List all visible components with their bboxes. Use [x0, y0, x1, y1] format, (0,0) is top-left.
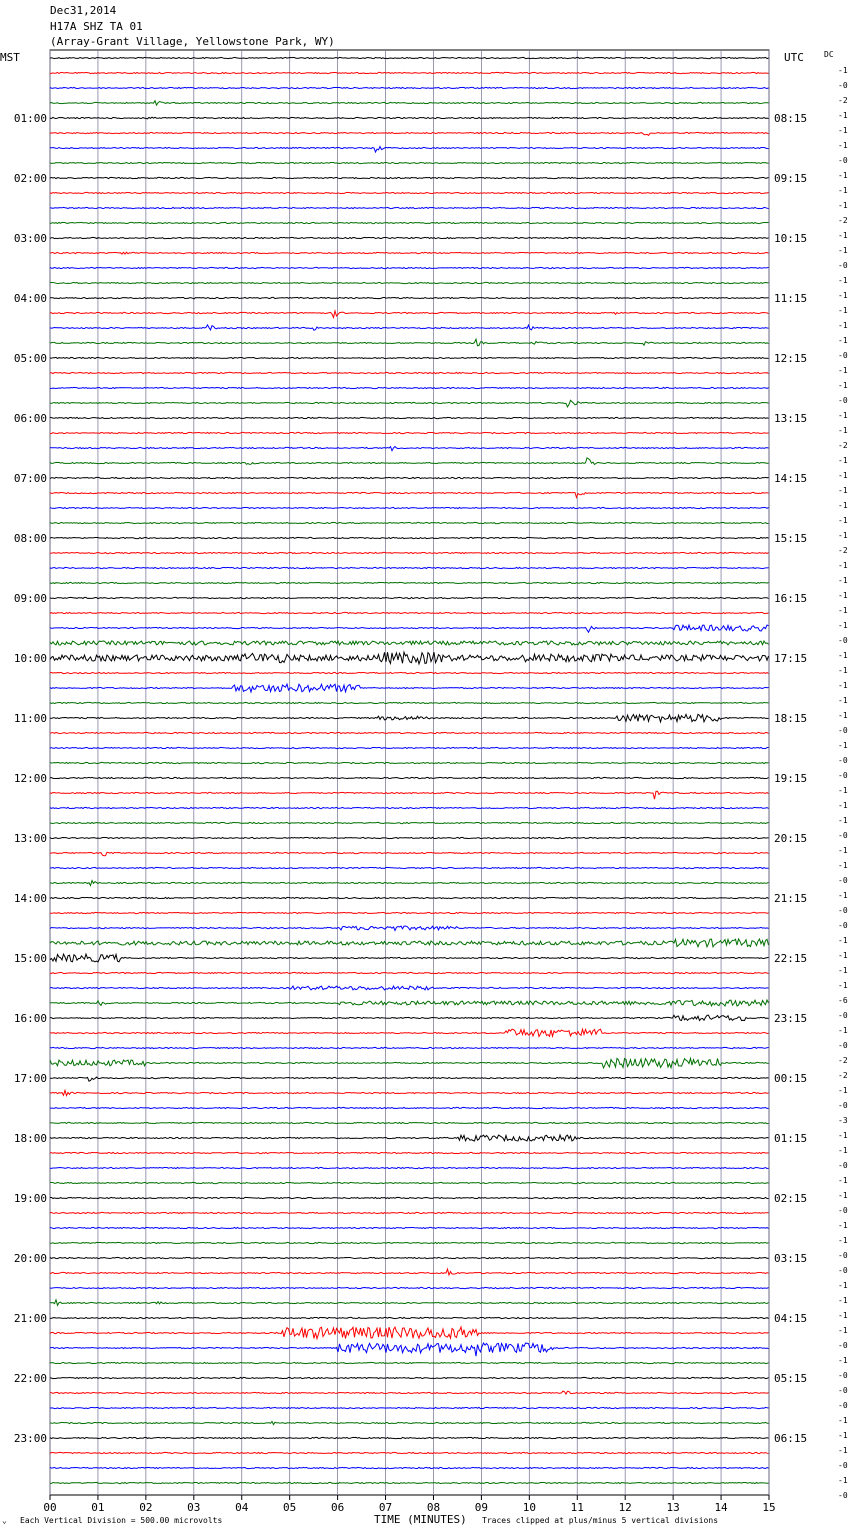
dc-offset: -1	[838, 1026, 848, 1035]
seismic-trace	[50, 1467, 769, 1468]
seismic-trace	[50, 939, 769, 947]
mst-hour-label: 16:00	[13, 1012, 47, 1025]
dc-offset: -1	[838, 1086, 848, 1095]
seismic-trace	[50, 552, 769, 553]
seismic-trace	[50, 1407, 769, 1408]
utc-hour-label: 15:15	[774, 532, 808, 545]
seismic-trace	[50, 1242, 769, 1243]
seismic-trace	[50, 1362, 769, 1363]
dc-offset: -1	[838, 276, 848, 285]
mst-hour-label: 12:00	[13, 772, 47, 785]
dc-offset: -0	[838, 156, 848, 165]
seismic-trace	[50, 1167, 769, 1168]
dc-offset: -1	[838, 126, 848, 135]
dc-offset: -0	[838, 756, 848, 765]
mst-hour-label: 15:00	[13, 952, 47, 965]
dc-offset: -1	[838, 936, 848, 945]
dc-offset: -1	[838, 801, 848, 810]
dc-offset: -0	[838, 1401, 848, 1410]
x-tick-label: 12	[618, 1501, 632, 1514]
dc-offset: -1	[838, 606, 848, 615]
dc-offset: -0	[838, 1371, 848, 1380]
dc-offset: -0	[838, 351, 848, 360]
dc-offset: -1	[838, 1431, 848, 1440]
seismic-trace	[50, 625, 769, 632]
x-tick-label: 05	[283, 1501, 297, 1514]
utc-hour-label: 18:15	[774, 712, 808, 725]
seismic-trace	[50, 1122, 769, 1123]
dc-offset: -0	[838, 1461, 848, 1470]
mst-label: MST	[0, 51, 20, 64]
mst-hour-label: 20:00	[13, 1252, 47, 1265]
dc-offset: -1	[838, 171, 848, 180]
seismic-trace	[50, 311, 769, 318]
seismic-trace	[50, 1227, 769, 1228]
dc-offset: -1	[838, 516, 848, 525]
seismic-trace	[50, 1257, 769, 1258]
seismic-trace	[50, 852, 769, 855]
seismic-trace	[50, 612, 769, 613]
dc-offset: -1	[838, 291, 848, 300]
utc-hour-label: 06:15	[774, 1432, 808, 1445]
mst-hour-label: 05:00	[13, 352, 47, 365]
seismic-trace	[50, 267, 769, 268]
dc-offset: -0	[838, 636, 848, 645]
dc-offset: -1	[838, 501, 848, 510]
utc-hour-label: 21:15	[774, 892, 808, 905]
dc-offset: -1	[838, 231, 848, 240]
utc-hour-label: 00:15	[774, 1072, 808, 1085]
seismic-trace	[50, 912, 769, 913]
seismic-trace	[50, 162, 769, 163]
seismic-trace	[50, 297, 769, 299]
seismic-trace	[50, 132, 769, 135]
seismic-trace	[50, 762, 769, 763]
mst-hour-label: 13:00	[13, 832, 47, 845]
dc-offset: -1	[838, 1356, 848, 1365]
dc-offset: -0	[838, 1386, 848, 1395]
seismic-trace	[50, 1391, 769, 1394]
seismic-trace	[50, 1482, 769, 1483]
seismic-trace	[50, 492, 769, 497]
dc-offset: -1	[838, 66, 848, 75]
seismic-trace	[50, 1090, 769, 1095]
seismic-trace	[50, 87, 769, 88]
dc-offset: -0	[838, 1491, 848, 1500]
dc-offset: -1	[838, 321, 848, 330]
dc-offset: -1	[838, 591, 848, 600]
utc-hour-label: 01:15	[774, 1132, 808, 1145]
dc-offset: -0	[838, 906, 848, 915]
dc-offset: -1	[838, 1146, 848, 1155]
dc-offset: -1	[838, 111, 848, 120]
dc-offset: -1	[838, 1236, 848, 1245]
seismic-trace	[50, 567, 769, 568]
seismic-trace	[50, 926, 769, 930]
dc-offset: -1	[838, 741, 848, 750]
dc-offset: -2	[838, 546, 848, 555]
x-tick-label: 09	[474, 1501, 489, 1514]
utc-hour-label: 19:15	[774, 772, 808, 785]
x-tick-label: 10	[522, 1501, 536, 1514]
dc-offset: -1	[838, 666, 848, 675]
dc-offset: -1	[838, 651, 848, 660]
seismic-trace	[50, 1058, 769, 1068]
dc-offset: -1	[838, 1176, 848, 1185]
dc-offset: -1	[838, 621, 848, 630]
dc-offset: -1	[838, 1296, 848, 1305]
seismic-trace	[50, 954, 769, 962]
dc-offset: -1	[838, 471, 848, 480]
utc-hour-label: 08:15	[774, 112, 808, 125]
x-tick-label: 06	[330, 1501, 345, 1514]
dc-offset: -1	[838, 456, 848, 465]
dc-offset: -2	[838, 96, 848, 105]
x-ticks	[43, 1495, 775, 1514]
dc-offset: -2	[838, 441, 848, 450]
utc-hour-label: 14:15	[774, 472, 808, 485]
dc-offset: -2	[838, 1056, 848, 1065]
seismic-trace	[50, 207, 769, 208]
seismic-trace	[50, 1015, 769, 1020]
seismic-trace	[50, 372, 769, 373]
dc-offset: -0	[838, 261, 848, 270]
dc-offset: -0	[838, 876, 848, 885]
seismic-trace	[50, 507, 769, 508]
dc-offset: -1	[838, 1326, 848, 1335]
utc-hour-label: 02:15	[774, 1192, 808, 1205]
seismic-trace	[50, 477, 769, 478]
seismic-trace	[50, 702, 769, 703]
mst-hour-label: 06:00	[13, 412, 47, 425]
dc-offset: -0	[838, 1041, 848, 1050]
seismic-trace	[50, 747, 769, 748]
dc-offset: -0	[838, 831, 848, 840]
utc-hour-label: 17:15	[774, 652, 808, 665]
seismic-trace	[50, 447, 769, 451]
dc-offset: -1	[838, 951, 848, 960]
seismic-trace	[50, 732, 769, 733]
seismic-trace	[50, 339, 769, 346]
dc-offset: -1	[838, 186, 848, 195]
utc-hour-label: 04:15	[774, 1312, 808, 1325]
x-tick-label: 04	[235, 1501, 249, 1514]
dc-offset: -1	[838, 696, 848, 705]
header-date: Dec31,2014	[50, 4, 117, 17]
dc-offset: -1	[838, 981, 848, 990]
x-tick-label: 01	[91, 1501, 105, 1514]
seismic-trace	[50, 1029, 769, 1036]
seismic-trace	[50, 72, 769, 73]
utc-hour-label: 10:15	[774, 232, 808, 245]
dc-offset: -1	[838, 426, 848, 435]
utc-hour-label: 13:15	[774, 412, 808, 425]
seismic-trace	[50, 237, 769, 238]
traces	[50, 57, 769, 1483]
dc-offset: -6	[838, 996, 848, 1005]
utc-hour-label: 12:15	[774, 352, 808, 365]
seismic-trace	[50, 1327, 769, 1339]
seismic-trace	[50, 867, 769, 868]
utc-hour-label: 16:15	[774, 592, 808, 605]
seismic-trace	[50, 387, 769, 388]
dc-offset: -1	[838, 681, 848, 690]
dc-offset: -1	[838, 411, 848, 420]
seismic-trace	[50, 1343, 769, 1356]
mst-hour-label: 04:00	[13, 292, 47, 305]
dc-offset: -1	[838, 861, 848, 870]
dc-offset: -2	[838, 1071, 848, 1080]
seismic-trace	[50, 458, 769, 465]
utc-hour-label: 11:15	[774, 292, 808, 305]
mst-hour-label: 09:00	[13, 592, 47, 605]
dc-offset: -1	[838, 201, 848, 210]
seismic-trace	[50, 1197, 769, 1198]
dc-offset: -1	[838, 1446, 848, 1455]
x-tick-label: 11	[570, 1501, 584, 1514]
seismic-trace	[50, 972, 769, 973]
dc-offset: -1	[838, 576, 848, 585]
mst-hour-label: 14:00	[13, 892, 47, 905]
seismic-trace	[50, 1421, 769, 1424]
utc-hour-label: 03:15	[774, 1252, 808, 1265]
mst-hour-label: 18:00	[13, 1132, 47, 1145]
grid	[50, 50, 769, 1495]
utc-hour-label: 05:15	[774, 1372, 808, 1385]
dc-offset: -0	[838, 1101, 848, 1110]
seismic-trace	[50, 652, 769, 664]
dc-offset: -0	[838, 396, 848, 405]
seismic-trace	[50, 417, 769, 418]
plot-frame	[50, 50, 769, 1495]
seismic-trace	[50, 714, 769, 722]
seismic-trace	[50, 881, 769, 886]
seismic-trace	[50, 597, 769, 598]
x-tick-label: 08	[426, 1501, 441, 1514]
dc-offset: -1	[838, 1311, 848, 1320]
mst-hour-label: 22:00	[13, 1372, 47, 1385]
dc-offset: -0	[838, 81, 848, 90]
seismic-trace	[50, 147, 769, 153]
scale-mark: ⌄	[2, 1516, 7, 1525]
seismic-trace	[50, 432, 769, 433]
dc-offset: -1	[838, 1476, 848, 1485]
dc-offset: -1	[838, 846, 848, 855]
seismic-trace	[50, 1000, 769, 1006]
seismic-trace	[50, 1269, 769, 1275]
x-tick-label: 15	[762, 1501, 776, 1514]
mst-hour-label: 23:00	[13, 1432, 47, 1445]
seismic-trace	[50, 672, 769, 673]
seismic-trace	[50, 641, 769, 645]
dc-offset: -1	[838, 1191, 848, 1200]
dc-offset: -2	[838, 216, 848, 225]
utc-label: UTC	[784, 51, 804, 64]
dc-offset: -0	[838, 1251, 848, 1260]
seismic-trace	[50, 192, 769, 193]
seismic-trace	[50, 822, 769, 823]
seismic-trace	[50, 791, 769, 799]
seismic-trace	[50, 522, 769, 523]
seismic-trace	[50, 1107, 769, 1108]
seismic-trace	[50, 400, 769, 407]
seismic-trace	[50, 282, 769, 283]
dc-offset: -0	[838, 771, 848, 780]
seismic-trace	[50, 117, 769, 119]
seismic-trace	[50, 357, 769, 358]
seismic-trace	[50, 325, 769, 330]
x-tick-label: 14	[714, 1501, 728, 1514]
mst-hour-label: 08:00	[13, 532, 47, 545]
dc-offset: -0	[838, 726, 848, 735]
seismic-trace	[50, 252, 769, 254]
dc-label: DC	[824, 50, 834, 59]
utc-hour-label: 23:15	[774, 1012, 808, 1025]
utc-hour-label: 22:15	[774, 952, 808, 965]
dc-offset: -0	[838, 1206, 848, 1215]
mst-hour-label: 19:00	[13, 1192, 47, 1205]
x-tick-label: 00	[43, 1501, 57, 1514]
seismic-trace	[50, 101, 769, 105]
mst-hour-label: 10:00	[13, 652, 47, 665]
seismic-trace	[50, 986, 769, 990]
dc-offset: -1	[838, 786, 848, 795]
dc-offset: -1	[838, 1131, 848, 1140]
dc-offset: -3	[838, 1116, 848, 1125]
seismic-trace	[50, 1077, 769, 1081]
utc-hour-label: 09:15	[774, 172, 808, 185]
seismic-trace	[50, 1135, 769, 1141]
dc-offset: -0	[838, 1341, 848, 1350]
dc-offset: -0	[838, 1161, 848, 1170]
dc-offset: -1	[838, 531, 848, 540]
x-tick-label: 03	[187, 1501, 201, 1514]
seismic-trace	[50, 1317, 769, 1318]
seismic-trace	[50, 777, 769, 778]
x-tick-label: 07	[378, 1501, 393, 1514]
x-tick-label: 13	[666, 1501, 680, 1514]
dc-offset: -1	[838, 1281, 848, 1290]
dc-offset: -1	[838, 816, 848, 825]
x-axis-label: TIME (MINUTES)	[374, 1513, 467, 1526]
mst-hour-label: 17:00	[13, 1072, 47, 1085]
dc-offset: -0	[838, 1011, 848, 1020]
mst-hour-label: 01:00	[13, 112, 47, 125]
dc-offset: -1	[838, 141, 848, 150]
seismic-trace	[50, 1300, 769, 1306]
dc-offset: -1	[838, 561, 848, 570]
dc-offset: -1	[838, 336, 848, 345]
seismic-trace	[50, 57, 769, 58]
dc-offset: -1	[838, 246, 848, 255]
seismic-trace	[50, 807, 769, 808]
seismic-trace	[50, 1377, 769, 1378]
seismic-trace	[50, 1152, 769, 1153]
seismic-trace	[50, 582, 769, 583]
dc-offset: -0	[838, 1266, 848, 1275]
mst-hour-label: 07:00	[13, 472, 47, 485]
dc-offset: -0	[838, 921, 848, 930]
dc-offset: -1	[838, 381, 848, 390]
mst-hour-label: 11:00	[13, 712, 47, 725]
seismic-trace	[50, 1182, 769, 1183]
x-tick-label: 02	[139, 1501, 153, 1514]
utc-hour-label: 20:15	[774, 832, 808, 845]
header-station: H17A SHZ TA 01	[50, 20, 143, 33]
mst-hour-label: 21:00	[13, 1312, 47, 1325]
dc-offset: -1	[838, 306, 848, 315]
seismic-trace	[50, 1287, 769, 1288]
dc-offset: -1	[838, 711, 848, 720]
seismic-trace	[50, 1437, 769, 1438]
scale-note: Each Vertical Division = 500.00 microvolts	[20, 1516, 223, 1525]
dc-offset: -1	[838, 1416, 848, 1425]
header-location: (Array-Grant Village, Yellowstone Park, WY)	[50, 35, 335, 48]
seismic-trace	[50, 897, 769, 898]
dc-offset: -1	[838, 486, 848, 495]
mst-hour-label: 03:00	[13, 232, 47, 245]
seismic-trace	[50, 1212, 769, 1213]
seismic-trace	[50, 537, 769, 538]
mst-hour-label: 02:00	[13, 172, 47, 185]
dc-offset: -1	[838, 891, 848, 900]
clip-note: Traces clipped at plus/minus 5 vertical divisions	[482, 1516, 719, 1525]
dc-offset: -1	[838, 366, 848, 375]
seismic-trace	[50, 1047, 769, 1048]
seismic-trace	[50, 222, 769, 223]
seismic-trace	[50, 837, 769, 838]
seismic-trace	[50, 1452, 769, 1453]
dc-offset: -1	[838, 1221, 848, 1230]
seismic-trace	[50, 684, 769, 692]
dc-offset: -1	[838, 966, 848, 975]
seismic-trace	[50, 177, 769, 178]
